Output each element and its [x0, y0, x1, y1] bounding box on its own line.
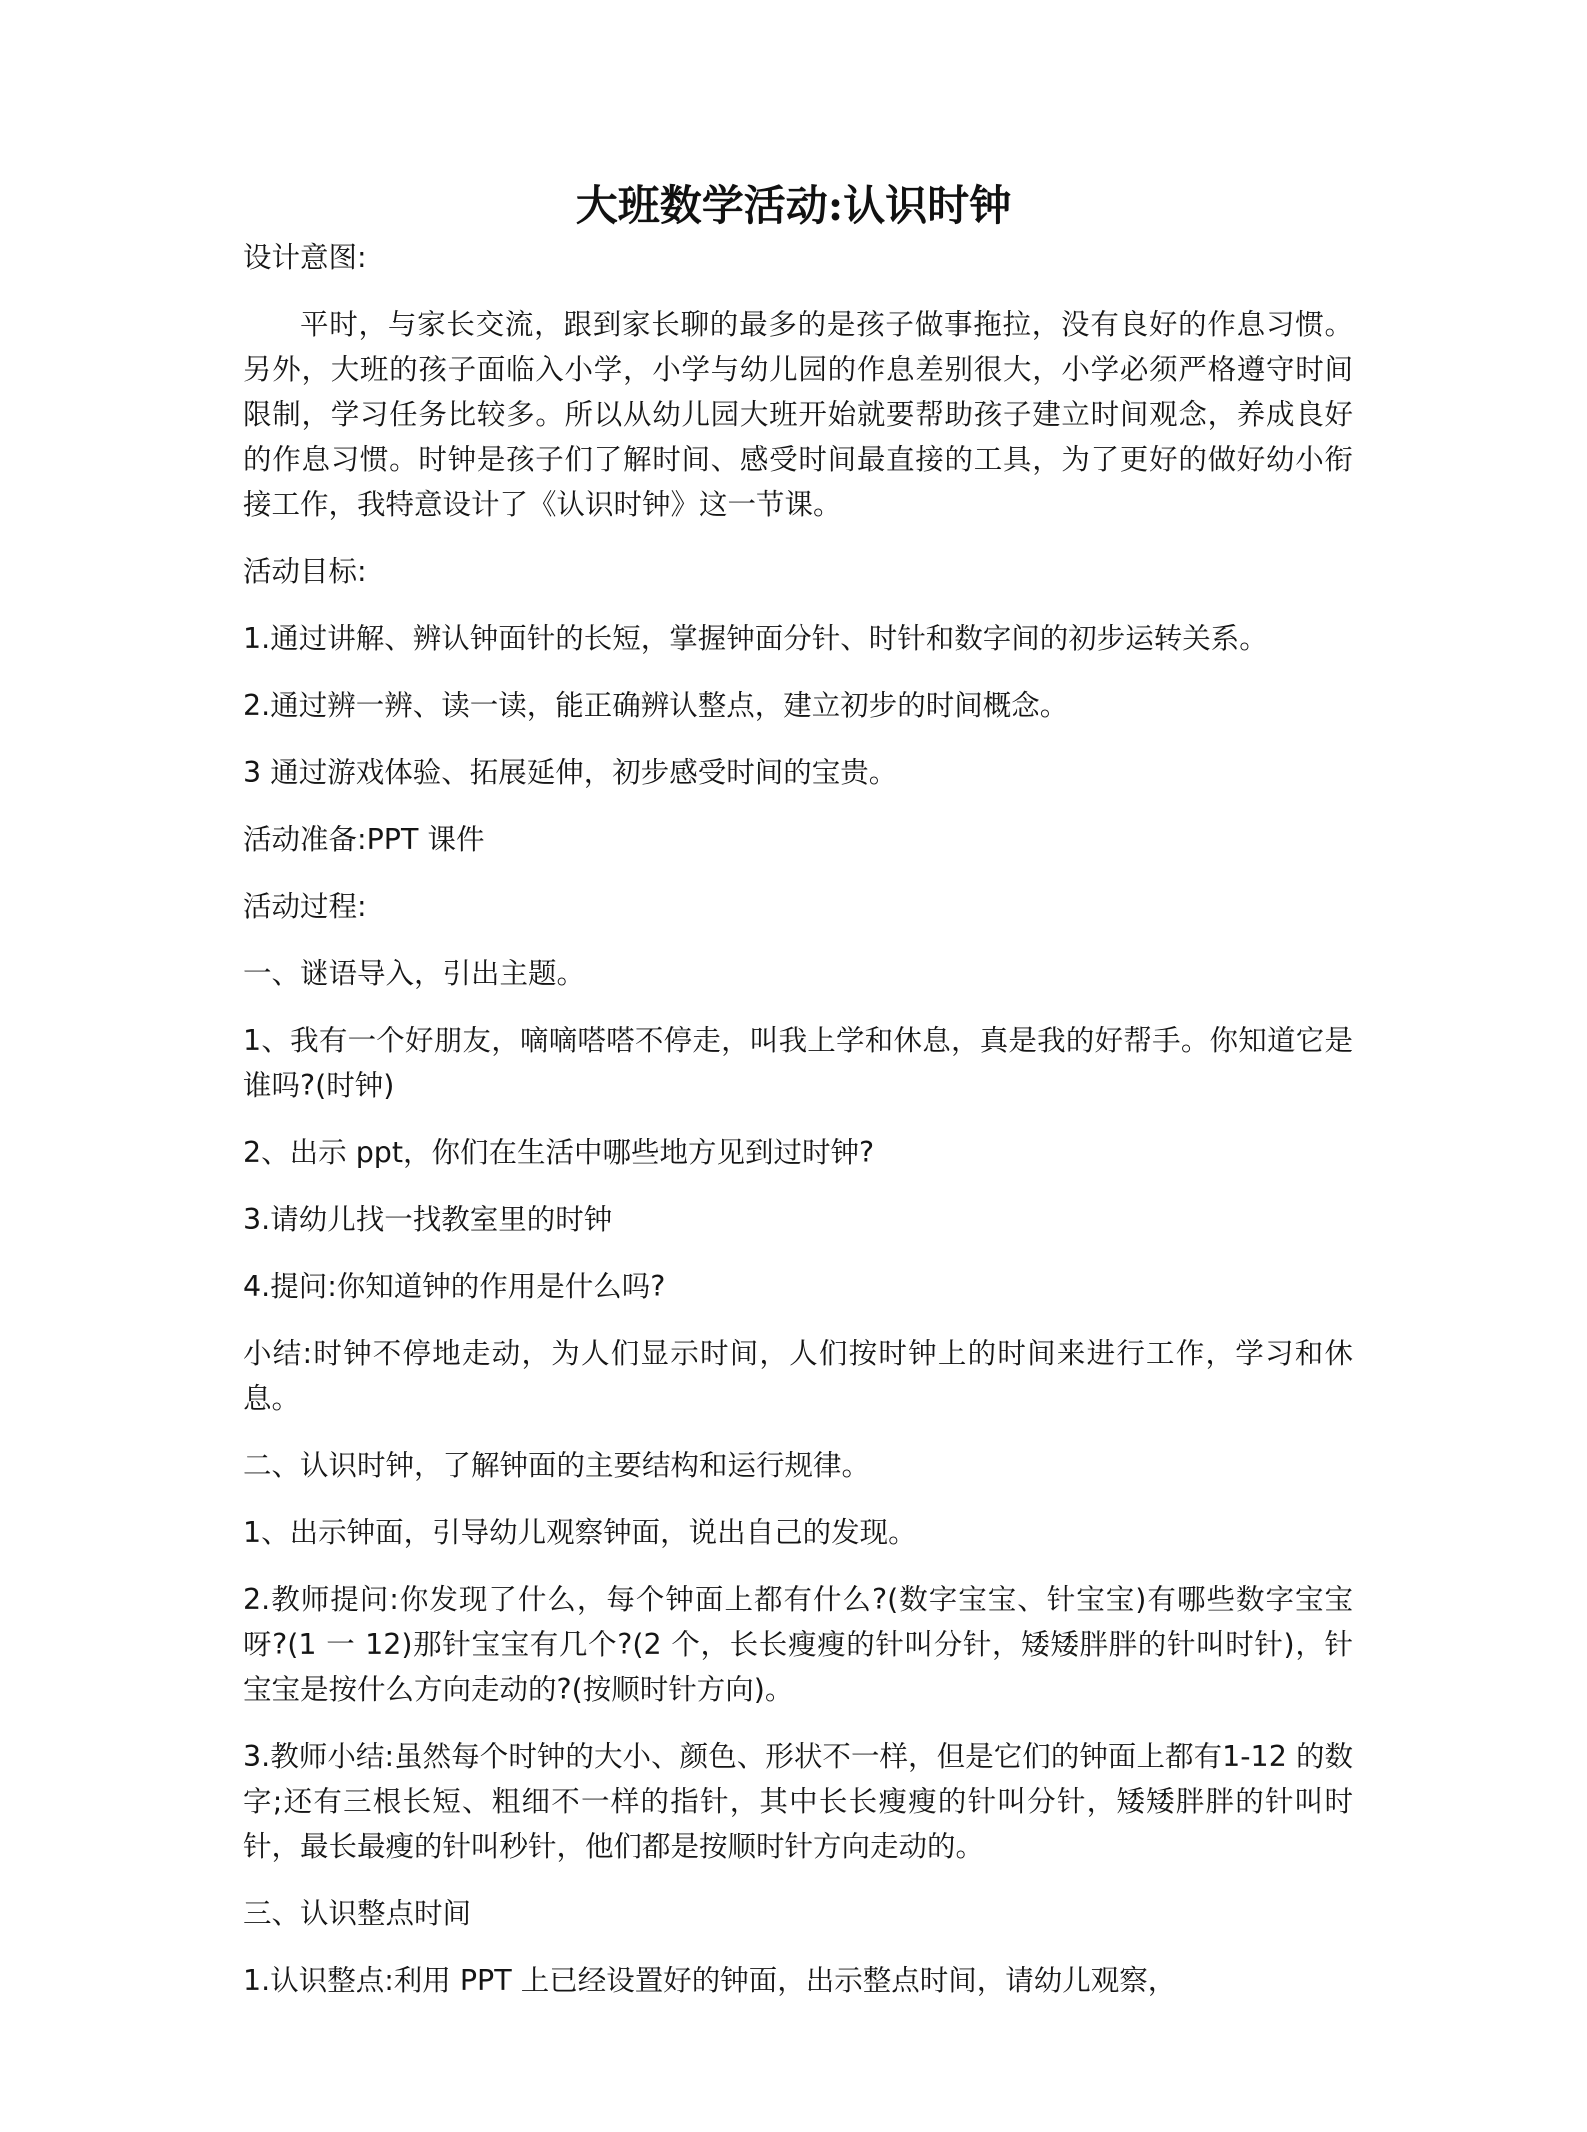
- part-1-step-2: 2、出示 ppt，你们在生活中哪些地方见到过时钟?: [243, 1136, 875, 1169]
- goal-item-2: 2.通过辨一辨、读一读，能正确辨认整点，建立初步的时间概念。: [243, 689, 1069, 722]
- part-2-step-3: 3.教师小结:虽然每个时钟的大小、颜色、形状不一样，但是它们的钟面上都有1-12 的数字;还有三根长短、粗细不一样的指针，其中长长瘦瘦的针叫分针，矮矮胖胖的针叫时针，最长最瘦的针叫秒针，他们都是按顺时针方向走动的。: [243, 1740, 1353, 1863]
- part-1-step-1: 1、我有一个好朋友，嘀嘀嗒嗒不停走，叫我上学和休息，真是我的好帮手。你知道它是谁吗?(时钟): [243, 1024, 1353, 1102]
- goals-heading: 活动目标:: [243, 555, 367, 588]
- design-intent-paragraph: 平时，与家长交流，跟到家长聊的最多的是孩子做事拖拉，没有良好的作息习惯。另外，大班的孩子面临入小学，小学与幼儿园的作息差别很大，小学必须严格遵守时间限制，学习任务比较多。所以从幼儿园大班开始就要帮助孩子建立时间观念，养成良好的作息习惯。时钟是孩子们了解时间、感受时间最直接的工具，为了更好的做好幼小衔接工作，我特意设计了《认识时钟》这一节课。: [243, 308, 1353, 521]
- part-1-heading: 一、谜语导入，引出主题。: [243, 957, 586, 990]
- design-intent-heading: 设计意图:: [243, 241, 367, 274]
- document-body: [243, 235, 1353, 2025]
- document-title: 大班数学活动:认识时钟: [575, 181, 1012, 231]
- part-2-step-2: 2.教师提问:你发现了什么，每个钟面上都有什么?(数字宝宝、针宝宝)有哪些数字宝宝呀?(1 一 12)那针宝宝有几个?(2 个，长长瘦瘦的针叫分针，矮矮胖胖的针叫时针)，针宝宝是按什么方向走动的?(按顺时针方向)。: [243, 1583, 1353, 1706]
- process-heading: 活动过程:: [243, 890, 367, 923]
- part-1-summary: 小结:时钟不停地走动，为人们显示时间，人们按时钟上的时间来进行工作，学习和休息。: [243, 1337, 1353, 1415]
- part-2-step-1: 1、出示钟面，引导幼儿观察钟面，说出自己的发现。: [243, 1516, 917, 1549]
- goal-item-1: 1.通过讲解、辨认钟面针的长短，掌握钟面分针、时针和数字间的初步运转关系。: [243, 622, 1268, 655]
- part-3-heading: 三、认识整点时间: [243, 1897, 472, 1930]
- preparation-line: 活动准备:PPT 课件: [243, 823, 485, 856]
- part-3-step-1: 1.认识整点:利用 PPT 上已经设置好的钟面，出示整点时间，请幼儿观察，: [243, 1964, 1177, 1997]
- part-1-step-4: 4.提问:你知道钟的作用是什么吗?: [243, 1270, 666, 1303]
- part-1-step-3: 3.请幼儿找一找教室里的时钟: [243, 1203, 613, 1236]
- goal-item-3: 3 通过游戏体验、拓展延伸，初步感受时间的宝贵。: [243, 756, 898, 789]
- part-2-heading: 二、认识时钟，了解钟面的主要结构和运行规律。: [243, 1449, 871, 1482]
